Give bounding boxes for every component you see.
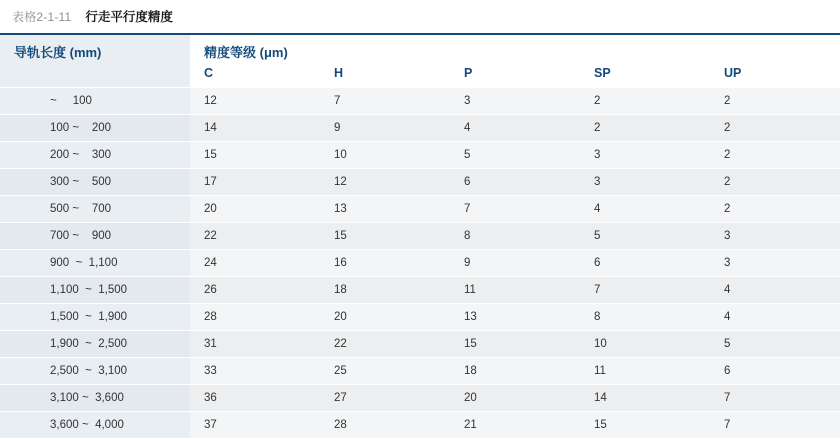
rail-length-text: 3,100 ~ 3,600 [50,392,124,404]
rail-length-text: ~ 100 [50,95,92,107]
cell-class-c: 12 [190,88,320,115]
cell-class-h: 28 [320,412,450,439]
header-rail-length: 导轨长度 (mm) [0,34,190,63]
cell-class-sp: 2 [580,88,710,115]
cell-rail-length [0,250,190,277]
cell-class-c: 28 [190,304,320,331]
table-row [0,196,840,223]
rail-length-text: 3,600 ~ 4,000 [50,419,124,431]
cell-rail-length [0,115,190,142]
header-class-c: C [190,63,320,88]
cell-class-up: 5 [710,331,840,358]
cell-class-up: 2 [710,196,840,223]
running-parallelism-accuracy-table [0,33,840,439]
cell-class-h: 10 [320,142,450,169]
cell-class-p: 6 [450,169,580,196]
cell-class-sp: 6 [580,250,710,277]
rail-length-text: 700 ~ 900 [50,230,112,242]
cell-rail-length [0,277,190,304]
cell-class-h: 7 [320,88,450,115]
cell-class-h: 12 [320,169,450,196]
header-row-classes [0,63,840,88]
cell-class-up: 2 [710,115,840,142]
cell-class-sp: 2 [580,115,710,142]
cell-class-h: 13 [320,196,450,223]
caption-label: 表格2-1-11 [12,10,72,24]
rail-length-text: 1,500 ~ 1,900 [50,311,128,323]
cell-class-p: 8 [450,223,580,250]
cell-class-h: 22 [320,331,450,358]
cell-class-up: 2 [710,88,840,115]
table-row [0,304,840,331]
cell-class-up: 4 [710,277,840,304]
cell-rail-length [0,358,190,385]
cell-class-c: 31 [190,331,320,358]
cell-class-sp: 8 [580,304,710,331]
cell-class-p: 13 [450,304,580,331]
cell-class-up: 3 [710,223,840,250]
table-row [0,250,840,277]
table-row [0,169,840,196]
cell-class-sp: 4 [580,196,710,223]
rail-length-text: 900 ~ 1,100 [50,257,118,269]
cell-class-h: 18 [320,277,450,304]
cell-class-p: 4 [450,115,580,142]
cell-rail-length [0,142,190,169]
cell-class-c: 33 [190,358,320,385]
cell-class-h: 27 [320,385,450,412]
table-header [0,34,840,88]
rail-length-text: 300 ~ 500 [50,176,112,188]
cell-class-p: 21 [450,412,580,439]
cell-rail-length [0,88,190,115]
cell-rail-length [0,412,190,439]
table-body [0,88,840,439]
header-rail-length-spacer [0,63,190,88]
cell-class-up: 6 [710,358,840,385]
header-accuracy-grade: 精度等级 (μm) [190,34,840,63]
header-class-p: P [450,63,580,88]
cell-class-sp: 10 [580,331,710,358]
cell-class-h: 25 [320,358,450,385]
table-row [0,88,840,115]
cell-class-h: 9 [320,115,450,142]
cell-class-c: 26 [190,277,320,304]
cell-class-sp: 11 [580,358,710,385]
rail-length-text: 2,500 ~ 3,100 [50,365,128,377]
header-row-groups [0,34,840,63]
cell-class-up: 3 [710,250,840,277]
cell-rail-length [0,385,190,412]
cell-class-up: 4 [710,304,840,331]
cell-class-up: 7 [710,385,840,412]
rail-length-text: 200 ~ 300 [50,149,112,161]
cell-class-up: 7 [710,412,840,439]
cell-class-h: 16 [320,250,450,277]
table-row [0,331,840,358]
caption-title: 行走平行度精度 [85,10,173,24]
table-row [0,412,840,439]
cell-class-p: 11 [450,277,580,304]
cell-class-up: 2 [710,142,840,169]
cell-class-c: 24 [190,250,320,277]
cell-class-p: 9 [450,250,580,277]
table-row [0,142,840,169]
cell-class-sp: 15 [580,412,710,439]
cell-class-sp: 7 [580,277,710,304]
table-row [0,277,840,304]
header-class-sp: SP [580,63,710,88]
cell-class-sp: 5 [580,223,710,250]
table-caption [0,0,840,33]
cell-class-c: 22 [190,223,320,250]
table-row [0,385,840,412]
cell-class-p: 5 [450,142,580,169]
rail-length-text: 1,900 ~ 2,500 [50,338,128,350]
cell-rail-length [0,196,190,223]
cell-rail-length [0,223,190,250]
cell-class-c: 37 [190,412,320,439]
cell-class-p: 18 [450,358,580,385]
cell-rail-length [0,331,190,358]
cell-class-sp: 3 [580,142,710,169]
cell-class-sp: 3 [580,169,710,196]
cell-class-h: 15 [320,223,450,250]
cell-class-p: 15 [450,331,580,358]
table-row [0,223,840,250]
table-row [0,115,840,142]
cell-class-p: 3 [450,88,580,115]
cell-class-p: 7 [450,196,580,223]
rail-length-text: 100 ~ 200 [50,122,112,134]
cell-rail-length [0,304,190,331]
cell-class-c: 20 [190,196,320,223]
header-class-h: H [320,63,450,88]
cell-class-c: 15 [190,142,320,169]
cell-class-p: 20 [450,385,580,412]
cell-class-h: 20 [320,304,450,331]
rail-length-text: 1,100 ~ 1,500 [50,284,128,296]
header-class-up: UP [710,63,840,88]
cell-class-c: 14 [190,115,320,142]
cell-class-sp: 14 [580,385,710,412]
cell-class-c: 36 [190,385,320,412]
table-row [0,358,840,385]
rail-length-text: 500 ~ 700 [50,203,112,215]
cell-rail-length [0,169,190,196]
cell-class-up: 2 [710,169,840,196]
cell-class-c: 17 [190,169,320,196]
